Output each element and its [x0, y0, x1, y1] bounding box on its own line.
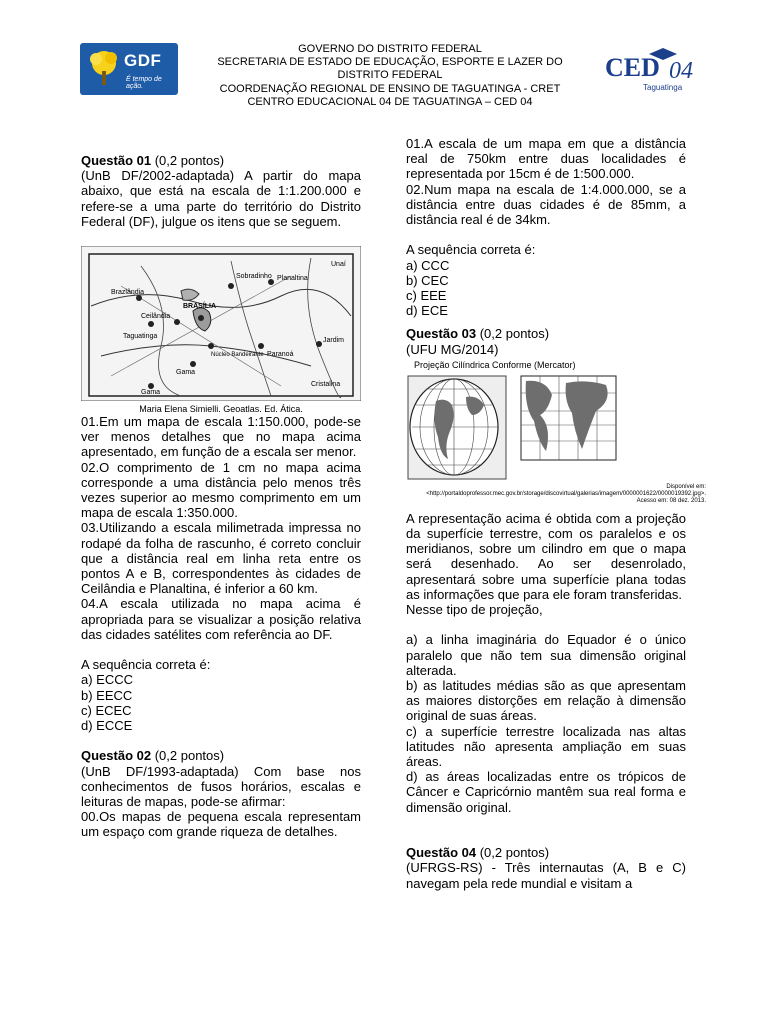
question-02-intro: (UnB DF/1993-adaptada) Com base nos conhecimentos de fusos horários, escalas e leituras de mapas, pode-se afirmar: [81, 763, 361, 810]
question-02-item: 00.Os mapas de pequena escala representam um espaço com grande riqueza de detalhes. [81, 809, 361, 840]
question-03-prompt: Nesse tipo de projeção, [406, 602, 543, 618]
question-03-source: (UFU MG/2014) [406, 341, 499, 357]
map-label: Paranoá [267, 351, 294, 359]
mercator-figure [406, 359, 706, 509]
map-label: Brazlândia [111, 289, 145, 297]
answer-option: c) ECEC [81, 702, 132, 718]
left-column [81, 136, 361, 840]
map-label: Gama [141, 389, 161, 397]
answer-option: d) ECE [406, 303, 448, 319]
gdf-logo-slogan: É tempo de ação. [126, 76, 162, 90]
question-03-heading [406, 326, 686, 341]
answer-option: a) ECCC [81, 672, 134, 688]
answer-option: b) EECC [81, 687, 133, 703]
question-points: (0,2 pontos) [479, 326, 550, 342]
map-label: Planaltina [277, 275, 308, 283]
sequence-label: A sequência correta é: [81, 657, 211, 673]
question-points: (0,2 pontos) [479, 845, 550, 861]
map-label: Núcleo Bandeirante [211, 352, 264, 359]
question-title: Questão 02 [81, 748, 152, 764]
question-01-item: 04.A escala utilizada no mapa acima é apropriada para se visualizar a posição relativa das cidades satélites com referência ao DF. [81, 596, 361, 642]
question-title: Questão 01 [81, 153, 152, 168]
ced-logo-sub: Taguatinga [643, 83, 683, 92]
question-01-item: 03.Utilizando a escala milimetrada impressa no rodapé da folha de rascunho, é correto concluir que a distância real em linha reta entre os pontos A e B, correspondentes às cidades de Ceilândia e Planaltina, é inferior a 60 km. [81, 520, 361, 597]
question-03-text: A representação acima é obtida com a projeção da superfície terrestre, com os paralelos e os meridianos, sobre um cilindro em que o mapa será desenhado. Ao ser desenrolado, apresentará sobre uma superfície plana todas as informações que para ele foram transferidas. [406, 510, 686, 602]
question-01-item: 01.Em um mapa de escala 1:150.000, pode-se ver menos detalhes que no mapa acima apresentado, em função de a escala ser menor. [81, 414, 361, 460]
right-column [406, 136, 706, 891]
question-title: Questão 03 [406, 326, 477, 342]
df-map-caption: Maria Elena Simielli. Geoatlas. Ed. Ática. [139, 404, 303, 415]
question-points: (0,2 pontos) [154, 153, 225, 168]
header-text [190, 43, 590, 109]
answer-option: c) EEE [406, 288, 447, 304]
ced-logo-text: CED [605, 53, 660, 82]
ced-logo-number: 04 [669, 58, 693, 84]
ced-logo [603, 44, 703, 94]
sequence-label: A sequência correta é: [406, 242, 536, 258]
df-map-image [81, 246, 361, 401]
gdf-logo [80, 43, 178, 95]
map-label: BRASÍLIA [183, 303, 217, 311]
map-label: Sobradinho [236, 273, 272, 281]
question-01-intro: (UnB DF/2002-adaptada) A partir do mapa abaixo, que está na escala de 1:1.200.000 e refere-se a uma parte do território do Distrito Federal (DF), julgue os itens que se seguem. [81, 168, 361, 229]
header-line: GOVERNO DO DISTRITO FEDERAL [298, 43, 482, 55]
question-04-heading [406, 845, 686, 860]
answer-option: d) as áreas localizadas entre os trópicos de Câncer e Capricórnio mantêm sua real forma e dimensão original. [406, 769, 686, 815]
header-line: SECRETARIA DE ESTADO DE EDUCAÇÃO, ESPORTE E LAZER DO [217, 56, 563, 69]
map-label: Ceilândia [141, 313, 171, 321]
answer-option: b) as latitudes médias são as que apresentam as maiores distorções em relação à dimensão original de suas áreas. [406, 678, 686, 724]
answer-option: b) CEC [406, 272, 449, 288]
question-02-item: 02.Num mapa na escala de 1:4.000.000, se a distância entre duas cidades é de 85mm, a distância real é de 34km. [406, 181, 686, 228]
question-points: (0,2 pontos) [154, 748, 225, 764]
question-title: Questão 04 [406, 845, 477, 861]
answer-option: c) a superfície terrestre localizada nas altas latitudes não apresenta ampliação em suas áreas. [406, 723, 686, 770]
map-label: Unaí [331, 261, 346, 269]
document-header [0, 0, 768, 110]
mercator-projection-image [406, 371, 706, 481]
question-02-heading [81, 748, 361, 763]
gdf-logo-text: GDF [124, 51, 162, 70]
df-map-figure [81, 246, 361, 414]
answer-option: d) ECCE [81, 718, 133, 734]
question-01-heading [81, 153, 361, 168]
question-01-item: 02.O comprimento de 1 cm no mapa acima corresponde a uma distância pelo menos três vezes superior ao mesmo comprimento em um mapa de escala 1:350.000. [81, 459, 361, 521]
header-line: COORDENAÇÃO REGIONAL DE ENSINO DE TAGUATINGA - CRET [219, 82, 561, 95]
ced-logo-graphic [603, 44, 703, 94]
mercator-figure-credit: Disponível em: <http://portaldoprofessor.mec.gov.br/storage/discovirtual/galerias/imagem/0000001622/0000019392.jpg>. Acesso em: 08 dez. 2013. [426, 484, 706, 505]
tree-icon [84, 47, 124, 91]
header-line: DISTRITO FEDERAL [337, 69, 443, 82]
map-label: Taguatinga [123, 333, 158, 341]
map-label: Jardim [323, 337, 345, 345]
answer-option: a) CCC [406, 257, 450, 273]
mercator-figure-title: Projeção Cilíndrica Conforme (Mercator) [414, 359, 576, 370]
map-label: Cristalina [311, 381, 341, 389]
header-line: CENTRO EDUCACIONAL 04 DE TAGUATINGA – CED 04 [247, 95, 533, 108]
question-02-item: 01.A escala de um mapa em que a distância real de 750km entre duas localidades é representada por 15cm é de 1:500.000. [406, 136, 686, 182]
map-label: Gama [176, 369, 196, 377]
question-04-intro: (UFRGS-RS) - Três internautas (A, B e C) navegam pela rede mundial e visitam a [406, 860, 686, 891]
answer-option: a) a linha imaginária do Equador é o único paralelo que não tem sua dimensão original alterada. [406, 632, 686, 678]
